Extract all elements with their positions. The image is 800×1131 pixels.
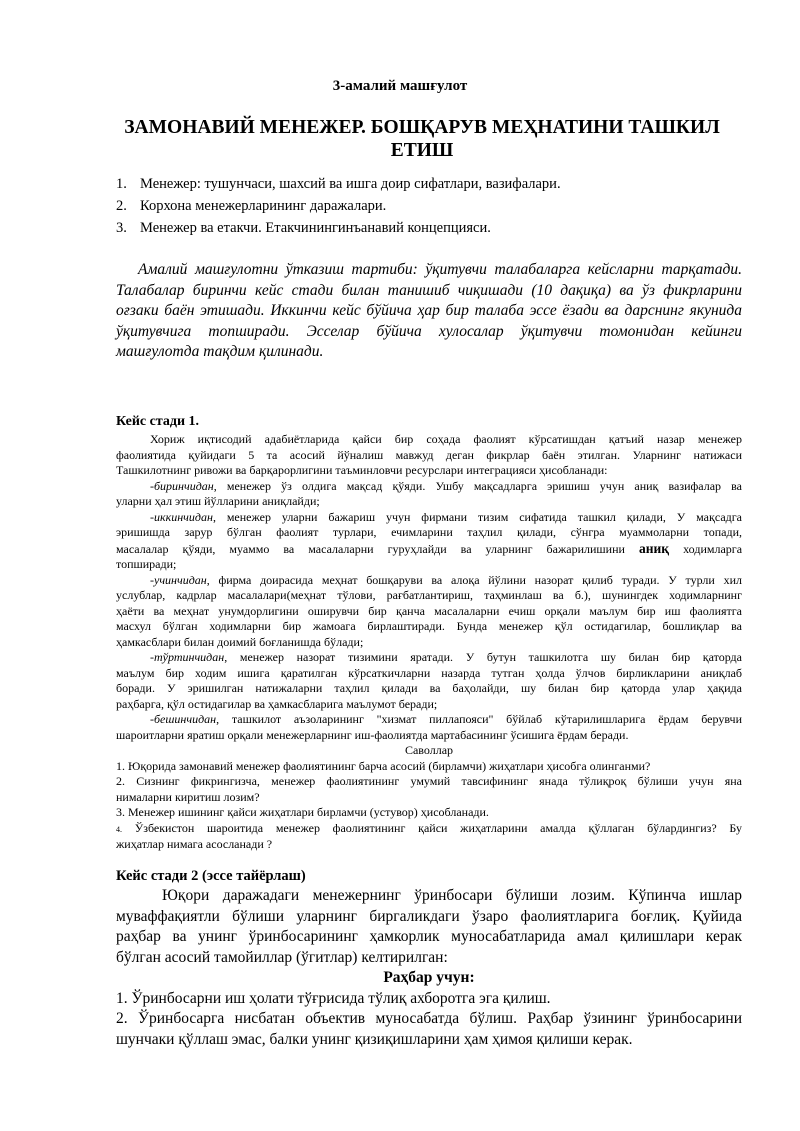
case2-line: Юқори даражадаги менежернинг ўринбосари бўлиши лозим. Кўпинча ишлар bbox=[162, 887, 742, 904]
point-marker: -иккинчидан bbox=[150, 509, 213, 524]
case1-line: уларни ҳал этиш йўлларини аниқлайди; bbox=[116, 494, 320, 508]
questions-heading: Саволлар bbox=[404, 743, 454, 757]
case1-line: маълум бир ходим ишига қаратилган кўрсаткичларни назарда тутган ҳолда ўлчов бирликларини аниқлаб bbox=[116, 665, 742, 680]
leader-item: 1. Ўринбосарни иш ҳолати тўғрисида тўлиқ ахборотга эга қилиш. bbox=[116, 989, 551, 1007]
case1-line: Хориж иқтисодий адабиётларида қайси бир соҳада фаолият кўрсатишдан қатъий назар менежер bbox=[150, 432, 742, 446]
question-item: 2. Сизнинг фикрингизча, менежер фаолиятининг умумий тавсифининг янада тўлиқроқ бўлиши учун яна bbox=[116, 774, 742, 788]
point-marker: -бешинчидан bbox=[150, 712, 217, 726]
topic-number: 3. bbox=[116, 220, 127, 236]
case1-line: фаолиятида қуйидаги 5 та асосий йўналиш мавжуд деган фикрлар баён этилган. Уларнинг натижаси bbox=[116, 447, 742, 462]
case1-line: -учинчидан, фирма доирасида меҳнат бошқаруви ва алоқа йўлини назорат қилиб туради. У турли хил bbox=[150, 572, 742, 587]
topic-number: 1. bbox=[116, 176, 127, 192]
case1-line: топширади; bbox=[116, 557, 177, 571]
intro-line: Амалий машғулотни ўтказиш тартиби: ўқитувчи талабаларга кейсларни тарқатади. bbox=[138, 261, 742, 278]
case1-line: боради. У эришилган натижаларни таҳлил қилади ва баҳолайди, шу билан бир қаторда улар ҳақида bbox=[116, 681, 742, 695]
case1-line: -биринчидан, менежер ўз олдига мақсад қўяди. Ушбу мақсадларга эришиш учун аниқ вазифалар ва bbox=[150, 478, 742, 493]
case2-body bbox=[116, 886, 742, 1050]
title-line: ЗАМОНАВИЙ МЕНЕЖЕР. БОШҚАРУВ МЕҲНАТИНИ ТАШКИЛ bbox=[124, 117, 720, 138]
intro-line: ўқитувчига топширади. Эсселар бўйича хулосалар ўқитувчи томонидан кейинги bbox=[116, 322, 742, 340]
page-title bbox=[112, 116, 732, 162]
case1-line: масхул бўлган ходимларни бир жамоага бирлаштиради. Бунда менежер қўл остидагилар, бошлиқлар ва bbox=[116, 619, 742, 633]
topic-text: Корхона менежерларининг даражалари. bbox=[140, 198, 387, 214]
lesson-subtitle: 3-амалий машғулот bbox=[332, 78, 468, 94]
case1-line: эришишда зарур бўлган фаолият турлари, ечимларини таҳлил қилади, сўнгра муаммоларни топади, bbox=[116, 525, 742, 539]
bold-word: аниқ bbox=[639, 540, 670, 556]
case1-line: раҳбарга, қўл остидагилар ва ҳамкасбларига маълумот беради; bbox=[116, 696, 438, 711]
point-marker: -биринчидан bbox=[150, 478, 214, 493]
point-marker: -тўртинчидан bbox=[150, 650, 225, 664]
topic-item bbox=[116, 198, 746, 215]
case1-body bbox=[116, 432, 742, 853]
topic-text: Менежер: тушунчаси, шахсий ва ишга доир сифатлари, вазифалари. bbox=[140, 176, 561, 192]
question-item: 4. Ўзбекистон шароитида менежер фаолиятининг қайси жиҳатларини амалда қўллаган бўлардингиз? Бу bbox=[116, 820, 742, 835]
question-number: 4. bbox=[116, 824, 122, 834]
leader-item: шунчаки қўллаш эмас, балки унинг қизиқишларини ҳам ҳимоя қилиши керак. bbox=[116, 1030, 633, 1048]
case1-line: ҳамкасблари билан доимий боғланишда бўлади; bbox=[116, 634, 364, 649]
question-item: 1. Юқорида замонавий менежер фаолиятининг барча асосий (бирламчи) жиҳатлари ҳисобга олинганми? bbox=[116, 758, 651, 773]
topic-number: 2. bbox=[116, 198, 127, 214]
case2-line: раҳбар ва унинг ўринбосарининг ҳамкорлик муносабатларида амал қилишлари керак bbox=[116, 928, 742, 945]
case1-line: -иккинчидан, менежер уларни бажариш учун фирмани тизим сифатида ташкил қилади, У мақсадга bbox=[150, 509, 742, 524]
case1-line: шароитларни яратиш орқали менежерларнинг иш-фаолиятда мартабасининг ўсишига ёрдам беради. bbox=[116, 727, 629, 742]
question-item: нималарни киритиш лозим? bbox=[116, 789, 260, 804]
case1-line: Ташкилотнинг ривожи ва барқарорлигини таъминловчи ресурслари интеграцияси ҳисобланади: bbox=[116, 463, 608, 477]
title-line: ЕТИШ bbox=[390, 140, 454, 161]
question-item: жиҳатлар нимага асосланади ? bbox=[116, 837, 273, 851]
case1-line: ҳаёти ва меҳнат унумдорлигини оширувчи бир қанча масалаларни ечиш орқали маълум бир иш фаолиятга bbox=[116, 603, 742, 618]
case1-heading: Кейс стади 1. bbox=[116, 414, 200, 429]
point-marker: -учинчидан bbox=[150, 572, 207, 587]
case2-line: муваффақиятли бўлиши уларнинг биргаликдаги ўзаро фаолиятларига боғлиқ. Қуйида bbox=[116, 907, 742, 925]
case2-line: бўлган асосий тамойиллар (ўгитлар) келтирилган: bbox=[116, 948, 448, 966]
topic-item bbox=[116, 176, 746, 193]
intro-line: машғулотда тақдим қилинади. bbox=[116, 343, 324, 360]
case1-line: -бешинчидан, ташкилот аъзоларининг "хизмат пиллапояси" бўйлаб кўтарилишларига ёрдам берувчи bbox=[150, 712, 742, 726]
intro-paragraph bbox=[116, 260, 742, 363]
leader-heading: Раҳбар учун: bbox=[383, 969, 475, 986]
case1-line: -тўртинчидан, менежер назорат тизимини яратади. У бутун ташкилотга шу билан бир қаторда bbox=[150, 650, 742, 664]
topic-text: Менежер ва етакчи. Етакчинингинъанавий концепцияси. bbox=[140, 220, 491, 236]
question-item: 3. Менежер ишининг қайси жиҳатлари бирламчи (устувор) ҳисобланади. bbox=[116, 805, 489, 819]
intro-line: оғзаки баён этишади. Иккинчи кейс бўйича ҳар бир талаба эссе ёзади ва дарснинг якунида bbox=[116, 302, 742, 319]
case1-line: услублар, кадрлар масалалари(меҳнат тўлови, рағбатлантириш, таҳминлаш ва б.), шунингдек ходимларнинг bbox=[116, 588, 742, 602]
topic-item bbox=[116, 220, 746, 237]
case2-heading: Кейс стади 2 (эссе тайёрлаш) bbox=[116, 868, 306, 884]
case1-line: масалалар қўяди, муаммо ва масалаларни гуруҳлайди ва уларнинг бажарилишини аниқ ходимларга bbox=[116, 540, 743, 556]
intro-line: Талабалар биринчи кейс стади билан танишиб чиқишади (10 дақиқа) ва ўз фикрларини bbox=[116, 281, 742, 299]
leader-item: 2. Ўринбосарга нисбатан объектив муносабатда бўлиш. Раҳбар ўзининг ўринбосарини bbox=[116, 1010, 742, 1027]
